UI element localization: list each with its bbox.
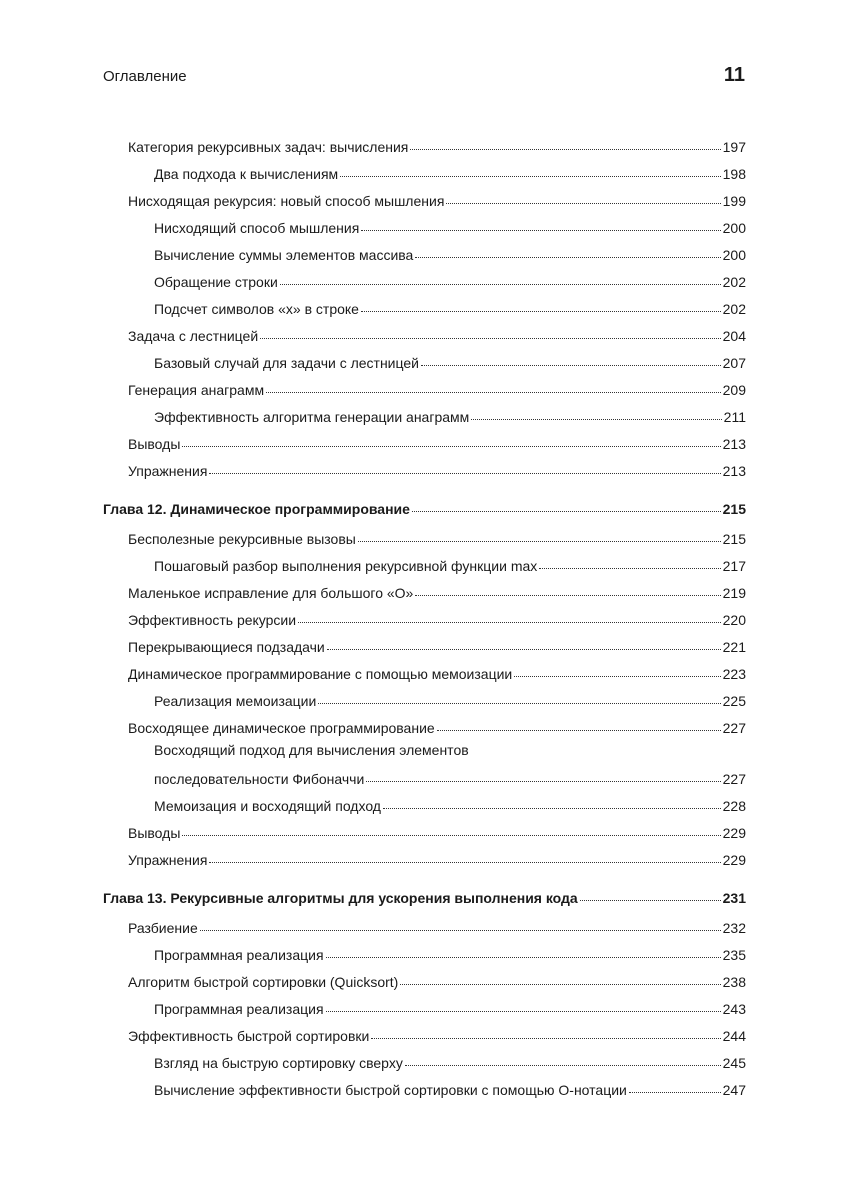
toc-entry-title: Упражнения [128,463,208,479]
dot-leader [358,541,721,542]
toc-entry-page: 229 [722,825,746,841]
toc-entry-page: 199 [722,193,746,209]
toc-entry[interactable] [128,660,746,687]
toc-entry-page: 219 [722,585,746,601]
toc-entry[interactable] [128,322,746,349]
dot-leader [266,392,721,393]
toc-entry[interactable] [128,846,746,873]
dot-leader [437,730,721,731]
toc-entry[interactable] [154,552,746,579]
toc-entry-page: 238 [722,974,746,990]
dot-leader [629,1092,721,1093]
toc-entry-page: 245 [722,1055,746,1071]
toc-entry[interactable] [154,792,746,819]
toc-entry-title: Перекрывающиеся подзадачи [128,639,325,655]
toc-entry-title: Два подхода к вычислениям [154,166,339,182]
toc-entry-title: Пошаговый разбор выполнения рекурсивной функции max [154,558,538,574]
dot-leader [400,984,720,985]
toc-entry-page: 235 [722,947,746,963]
dot-leader [318,703,720,704]
toc-entry-page: 243 [722,1001,746,1017]
toc-entry[interactable] [154,995,746,1022]
dot-leader [209,473,720,474]
toc-entry[interactable] [128,457,746,484]
dot-leader [383,808,721,809]
toc-entry-page: 231 [722,890,746,906]
toc-entry[interactable] [154,295,746,322]
dot-leader [209,862,720,863]
toc-entry-page: 215 [722,531,746,547]
toc-entry-page: 229 [722,852,746,868]
page-number: 11 [723,64,745,86]
toc-entry-title: Алгоритм быстрой сортировки (Quicksort) [128,974,399,990]
dot-leader [182,446,720,447]
toc-chapter-entry[interactable] [103,884,746,911]
toc-entry-title: Динамическое программирование с помощью мемоизации [128,666,513,682]
dot-leader [539,568,720,569]
toc-entry-page: 213 [722,436,746,452]
toc-entry-page: 217 [722,558,746,574]
toc-entry[interactable] [154,1076,746,1103]
toc-entry[interactable] [154,941,746,968]
dot-leader [298,622,721,623]
toc-entry[interactable] [154,403,746,430]
toc-entry[interactable] [128,1022,746,1049]
dot-leader [260,338,721,339]
toc-entry-page: 200 [722,247,746,263]
toc-entry-page: 213 [722,463,746,479]
toc-entry-title: Категория рекурсивных задач: вычисления [128,139,409,155]
toc-entry-title: Бесполезные рекурсивные вызовы [128,531,356,547]
toc-entry-page: 197 [722,139,746,155]
toc-entry[interactable] [154,268,746,295]
toc-entry[interactable] [154,160,746,187]
toc-entry-title: Реализация мемоизации [154,693,317,709]
toc-entry-title: Разбиение [128,920,198,936]
toc-entry-title: Подсчет символов «x» в строке [154,301,359,317]
toc-entry-page: 198 [722,166,746,182]
dot-leader [361,311,721,312]
toc-entry[interactable] [128,133,746,160]
table-of-contents [103,133,746,1103]
toc-entry-title: Взгляд на быструю сортировку сверху [154,1055,403,1071]
toc-entry-page: 200 [722,220,746,236]
toc-entry[interactable] [128,633,746,660]
dot-leader [182,835,720,836]
toc-entry-title: Обращение строки [154,274,278,290]
toc-entry[interactable] [128,376,746,403]
toc-entry[interactable] [154,241,746,268]
toc-entry-title: Выводы [128,825,181,841]
dot-leader [371,1038,720,1039]
dot-leader [340,176,720,177]
dot-leader [200,930,721,931]
toc-entry-title: Базовый случай для задачи с лестницей [154,355,419,371]
dot-leader [514,676,720,677]
toc-entry-title: Эффективность алгоритма генерации анаграмм [154,409,470,425]
toc-entry-page: 227 [722,720,746,736]
dot-leader [326,957,721,958]
toc-entry[interactable] [128,714,746,741]
toc-entry[interactable] [128,968,746,995]
toc-entry[interactable] [128,430,746,457]
toc-entry-page: 221 [722,639,746,655]
dot-leader [421,365,721,366]
running-header-title: Оглавление [103,68,187,85]
toc-entry-title: последовательности Фибоначчи [154,771,365,787]
toc-entry-title: Вычисление эффективности быстрой сортировки с помощью O-нотации [154,1082,627,1098]
toc-entry[interactable] [154,741,746,792]
toc-entry-page: 227 [722,771,746,787]
toc-entry-title: Глава 12. Динамическое программирование [103,501,410,517]
toc-entry-page: 228 [722,798,746,814]
toc-entry-title: Мемоизация и восходящий подход [154,798,381,814]
toc-entry-title: Восходящее динамическое программирование [128,720,435,736]
toc-entry-title: Выводы [128,436,181,452]
toc-entry-page: 209 [722,382,746,398]
toc-entry-page: 232 [722,920,746,936]
dot-leader [366,781,720,782]
toc-entry-title: Эффективность рекурсии [128,612,297,628]
dot-leader [326,1011,721,1012]
dot-leader [405,1065,721,1066]
dot-leader [410,149,720,150]
toc-entry-page: 223 [722,666,746,682]
toc-entry-page: 207 [722,355,746,371]
toc-entry[interactable] [154,1049,746,1076]
toc-entry[interactable] [128,606,746,633]
toc-entry[interactable] [154,687,746,714]
toc-entry-title-line1: Восходящий подход для вычисления элементов [154,742,469,758]
dot-leader [280,284,721,285]
dot-leader [580,900,721,901]
toc-entry-title: Задача с лестницей [128,328,259,344]
toc-entry-page: 220 [722,612,746,628]
toc-entry-page: 215 [722,501,746,517]
dot-leader [415,257,720,258]
toc-entry-page: 225 [722,693,746,709]
toc-entry-title: Программная реализация [154,1001,324,1017]
toc-entry-page: 202 [722,301,746,317]
toc-entry-page: 202 [722,274,746,290]
toc-entry-title: Генерация анаграмм [128,382,265,398]
toc-entry-title: Маленькое исправление для большого «О» [128,585,414,601]
toc-entry[interactable] [128,579,746,606]
dot-leader [412,511,721,512]
toc-entry-page: 211 [723,409,746,425]
toc-entry[interactable] [128,525,746,552]
toc-entry-page: 204 [722,328,746,344]
dot-leader [446,203,720,204]
toc-entry[interactable] [128,819,746,846]
toc-entry[interactable] [154,349,746,376]
toc-entry-title: Эффективность быстрой сортировки [128,1028,370,1044]
toc-entry-page: 244 [722,1028,746,1044]
dot-leader [327,649,721,650]
dot-leader [361,230,720,231]
toc-chapter-entry[interactable] [103,495,746,522]
toc-entry-title: Упражнения [128,852,208,868]
toc-entry-title: Вычисление суммы элементов массива [154,247,414,263]
toc-entry-title: Нисходящий способ мышления [154,220,360,236]
toc-entry[interactable] [154,214,746,241]
toc-entry-page: 247 [722,1082,746,1098]
dot-leader [471,419,721,420]
toc-entry-title: Нисходящая рекурсия: новый способ мышления [128,193,445,209]
toc-entry[interactable] [128,914,746,941]
dot-leader [415,595,720,596]
toc-entry[interactable] [128,187,746,214]
toc-entry-title: Глава 13. Рекурсивные алгоритмы для ускорения выполнения кода [103,890,578,906]
toc-entry-title: Программная реализация [154,947,324,963]
